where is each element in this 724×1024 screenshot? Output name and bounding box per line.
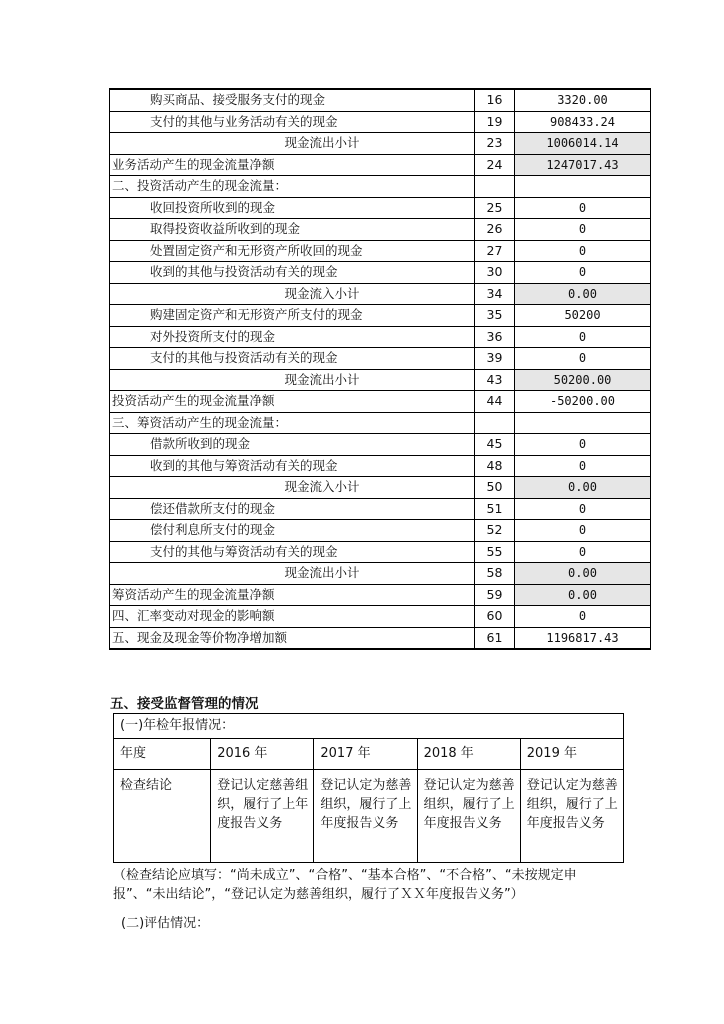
row-number: 23 (475, 133, 515, 155)
row-number: 45 (475, 434, 515, 456)
cash-flow-row (110, 627, 651, 649)
amount-cell: 0 (515, 606, 651, 628)
cash-flow-row (110, 262, 651, 284)
cash-flow-row (110, 240, 651, 262)
cash-flow-item: 购买商品、接受服务支付的现金 (110, 89, 475, 111)
result-cell: 登记认定慈善组织，履行了上年度报告义务 (211, 770, 314, 863)
inspection-header-row (114, 714, 624, 739)
cash-flow-item: 四、汇率变动对现金的影响额 (110, 606, 475, 628)
row-number: 50 (475, 477, 515, 499)
cash-flow-row (110, 520, 651, 542)
section-title: 五、接受监督管理的情况 (110, 696, 259, 712)
amount-cell: 0 (515, 348, 651, 370)
cash-flow-row (110, 154, 651, 176)
cash-flow-item: 处置固定资产和无形资产所收回的现金 (110, 240, 475, 262)
cash-flow-row (110, 369, 651, 391)
cash-flow-item: 借款所收到的现金 (110, 434, 475, 456)
cash-flow-item: 收到的其他与筹资活动有关的现金 (110, 455, 475, 477)
cash-flow-item: 现金流入小计 (110, 477, 475, 499)
cash-flow-row (110, 219, 651, 241)
row-number: 48 (475, 455, 515, 477)
amount-cell: 0 (515, 434, 651, 456)
cash-flow-row (110, 391, 651, 413)
cash-flow-item: 现金流出小计 (110, 133, 475, 155)
cash-flow-row (110, 348, 651, 370)
row-number: 34 (475, 283, 515, 305)
amount-cell: -50200.00 (515, 391, 651, 413)
row-number: 58 (475, 563, 515, 585)
inspection-note: （检查结论应填写：“尚未成立”、“合格”、“基本合格”、“不合格”、“未按规定申报”、“未出结论”，“登记认定为慈善组织，履行了ＸＸ年度报告义务”） (113, 868, 577, 902)
amount-cell: 50200.00 (515, 369, 651, 391)
row-number: 59 (475, 584, 515, 606)
cash-flow-row (110, 412, 651, 434)
amount-cell: 0 (515, 197, 651, 219)
year-cell: 2018 年 (417, 739, 520, 770)
evaluation-heading: (二)评估情况： (121, 916, 210, 931)
amount-cell: 0.00 (515, 477, 651, 499)
inspection-result-row (114, 770, 624, 863)
cash-flow-item: 业务活动产生的现金流量净额 (110, 154, 475, 176)
row-number: 35 (475, 305, 515, 327)
amount-cell: 1196817.43 (515, 627, 651, 649)
cash-flow-item: 对外投资所支付的现金 (110, 326, 475, 348)
result-label: 检查结论 (114, 770, 211, 863)
amount-cell: 1006014.14 (515, 133, 651, 155)
row-number: 19 (475, 111, 515, 133)
row-number (475, 412, 515, 434)
cash-flow-item: 偿还借款所支付的现金 (110, 498, 475, 520)
amount-cell: 1247017.43 (515, 154, 651, 176)
amount-cell: 50200 (515, 305, 651, 327)
cash-flow-row (110, 176, 651, 198)
cash-flow-table-body (110, 89, 651, 649)
cash-flow-item: 五、现金及现金等价物净增加额 (110, 627, 475, 649)
cash-flow-item: 收回投资所收到的现金 (110, 197, 475, 219)
inspection-year-row (114, 739, 624, 770)
amount-cell: 0.00 (515, 283, 651, 305)
row-number (475, 176, 515, 198)
cash-flow-row (110, 89, 651, 111)
row-number: 30 (475, 262, 515, 284)
cash-flow-item: 现金流出小计 (110, 369, 475, 391)
amount-cell: 0.00 (515, 563, 651, 585)
cash-flow-row (110, 283, 651, 305)
cash-flow-row (110, 584, 651, 606)
amount-cell: 0 (515, 455, 651, 477)
cash-flow-row (110, 133, 651, 155)
amount-cell: 0 (515, 240, 651, 262)
cash-flow-row (110, 606, 651, 628)
row-number: 51 (475, 498, 515, 520)
year-cell: 2016 年 (211, 739, 314, 770)
row-number: 44 (475, 391, 515, 413)
row-number: 55 (475, 541, 515, 563)
row-number: 60 (475, 606, 515, 628)
row-number: 36 (475, 326, 515, 348)
amount-cell: 0 (515, 520, 651, 542)
year-cell: 2017 年 (314, 739, 417, 770)
cash-flow-item: 支付的其他与筹资活动有关的现金 (110, 541, 475, 563)
row-number: 43 (475, 369, 515, 391)
row-number: 26 (475, 219, 515, 241)
cash-flow-row (110, 455, 651, 477)
cash-flow-item: 三、筹资活动产生的现金流量： (110, 412, 475, 434)
row-number: 16 (475, 89, 515, 111)
result-cell: 登记认定为慈善组织，履行了上年度报告义务 (314, 770, 417, 863)
cash-flow-item: 收到的其他与投资活动有关的现金 (110, 262, 475, 284)
amount-cell: 0 (515, 262, 651, 284)
year-label: 年度 (114, 739, 211, 770)
amount-cell: 3320.00 (515, 89, 651, 111)
amount-cell: 0.00 (515, 584, 651, 606)
amount-cell: 0 (515, 219, 651, 241)
row-number: 52 (475, 520, 515, 542)
row-number: 39 (475, 348, 515, 370)
cash-flow-item: 偿付利息所支付的现金 (110, 520, 475, 542)
amount-cell (515, 412, 651, 434)
amount-cell: 0 (515, 326, 651, 348)
result-cell: 登记认定为慈善组织，履行了上年度报告义务 (520, 770, 623, 863)
cash-flow-table (109, 88, 651, 650)
row-number: 27 (475, 240, 515, 262)
amount-cell: 908433.24 (515, 111, 651, 133)
row-number: 25 (475, 197, 515, 219)
result-cell: 登记认定为慈善组织，履行了上年度报告义务 (417, 770, 520, 863)
cash-flow-row (110, 541, 651, 563)
amount-cell: 0 (515, 498, 651, 520)
amount-cell (515, 176, 651, 198)
cash-flow-row (110, 197, 651, 219)
cash-flow-row (110, 111, 651, 133)
cash-flow-item: 现金流入小计 (110, 283, 475, 305)
cash-flow-row (110, 477, 651, 499)
cash-flow-row (110, 326, 651, 348)
cash-flow-item: 现金流出小计 (110, 563, 475, 585)
cash-flow-item: 取得投资收益所收到的现金 (110, 219, 475, 241)
cash-flow-item: 支付的其他与投资活动有关的现金 (110, 348, 475, 370)
amount-cell: 0 (515, 541, 651, 563)
cash-flow-row (110, 434, 651, 456)
inspection-table (113, 713, 624, 863)
cash-flow-item: 支付的其他与业务活动有关的现金 (110, 111, 475, 133)
cash-flow-item: 购建固定资产和无形资产所支付的现金 (110, 305, 475, 327)
row-number: 24 (475, 154, 515, 176)
cash-flow-item: 投资活动产生的现金流量净额 (110, 391, 475, 413)
cash-flow-item: 筹资活动产生的现金流量净额 (110, 584, 475, 606)
cash-flow-row (110, 498, 651, 520)
row-number: 61 (475, 627, 515, 649)
year-cell: 2019 年 (520, 739, 623, 770)
cash-flow-row (110, 563, 651, 585)
cash-flow-item: 二、投资活动产生的现金流量： (110, 176, 475, 198)
inspection-header: (一)年检年报情况： (114, 714, 624, 739)
cash-flow-row (110, 305, 651, 327)
